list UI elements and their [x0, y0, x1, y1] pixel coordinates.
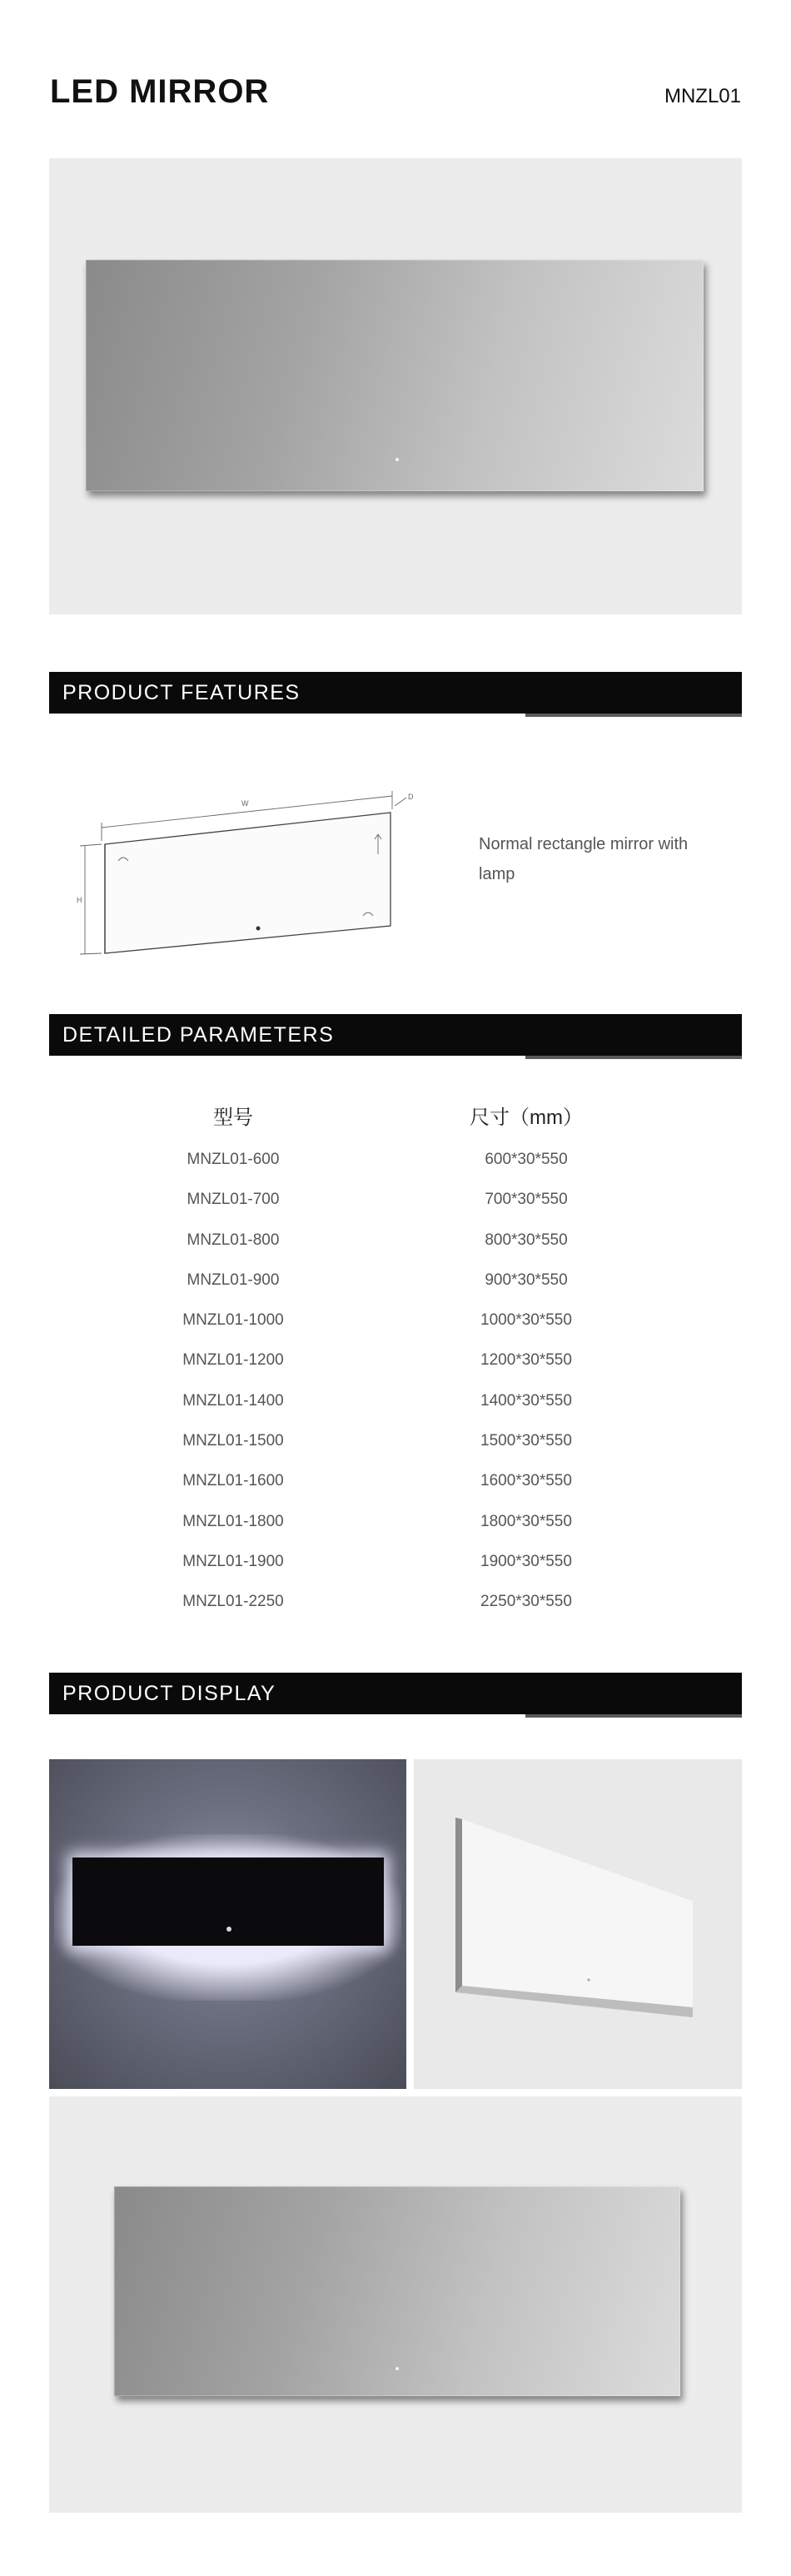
model-cell: MNZL01-700 [187, 1191, 280, 1209]
section-bar-display: PRODUCT DISPLAY [49, 1673, 742, 1714]
model-cell: MNZL01-1400 [182, 1391, 284, 1410]
size-cell: 1500*30*550 [480, 1432, 572, 1450]
size-cell: 1000*30*550 [480, 1311, 572, 1330]
size-cell: 800*30*550 [485, 1231, 568, 1249]
width-label: W [241, 799, 249, 808]
model-cell: MNZL01-1800 [182, 1512, 284, 1530]
model-code: MNZL01 [664, 85, 741, 107]
touch-sensor-icon [256, 927, 261, 931]
mirror-image [114, 2186, 680, 2396]
touch-sensor-icon [396, 2367, 399, 2370]
hero-image [49, 158, 742, 614]
column-header-model: 型号 [213, 1106, 253, 1129]
section-bar-parameters: DETAILED PARAMETERS [49, 1014, 742, 1056]
model-cell: MNZL01-1600 [182, 1472, 284, 1490]
touch-sensor-icon [226, 1927, 231, 1932]
model-cell: MNZL01-2250 [182, 1593, 284, 1611]
size-cell: 1200*30*550 [480, 1351, 572, 1370]
mirror-image [72, 1857, 384, 1946]
size-cell: 1900*30*550 [480, 1552, 572, 1570]
feature-description: Normal rectangle mirror with lamp [479, 835, 689, 883]
size-cell: 2250*30*550 [480, 1593, 572, 1611]
touch-sensor-icon [396, 458, 399, 461]
model-cell: MNZL01-1200 [182, 1351, 284, 1370]
model-cell: MNZL01-800 [187, 1231, 280, 1249]
mirror-dimension-diagram [75, 774, 441, 974]
display-photo-backlit [49, 1759, 406, 2089]
model-cell: MNZL01-900 [187, 1271, 280, 1289]
model-cell: MNZL01-1900 [182, 1552, 284, 1570]
mirror-image [86, 260, 704, 491]
size-column [418, 1147, 634, 1630]
depth-label: D [408, 793, 414, 801]
model-cell: MNZL01-600 [187, 1151, 280, 1168]
model-cell: MNZL01-1000 [182, 1311, 284, 1330]
size-cell: 700*30*550 [485, 1191, 568, 1209]
model-cell: MNZL01-1500 [182, 1432, 284, 1450]
section-bar-features: PRODUCT FEATURES [49, 672, 742, 714]
column-header-size: 尺寸（mm） [470, 1106, 583, 1129]
page-title: LED MIRROR [50, 73, 270, 110]
display-photo-angled [414, 1759, 742, 2089]
size-cell: 900*30*550 [485, 1271, 568, 1289]
height-label: H [77, 896, 82, 904]
size-cell: 600*30*550 [485, 1151, 568, 1168]
size-cell: 1400*30*550 [480, 1391, 572, 1410]
model-column [125, 1147, 341, 1630]
display-photo-front [49, 2096, 742, 2513]
size-cell: 1600*30*550 [480, 1472, 572, 1490]
size-cell: 1800*30*550 [480, 1512, 572, 1530]
